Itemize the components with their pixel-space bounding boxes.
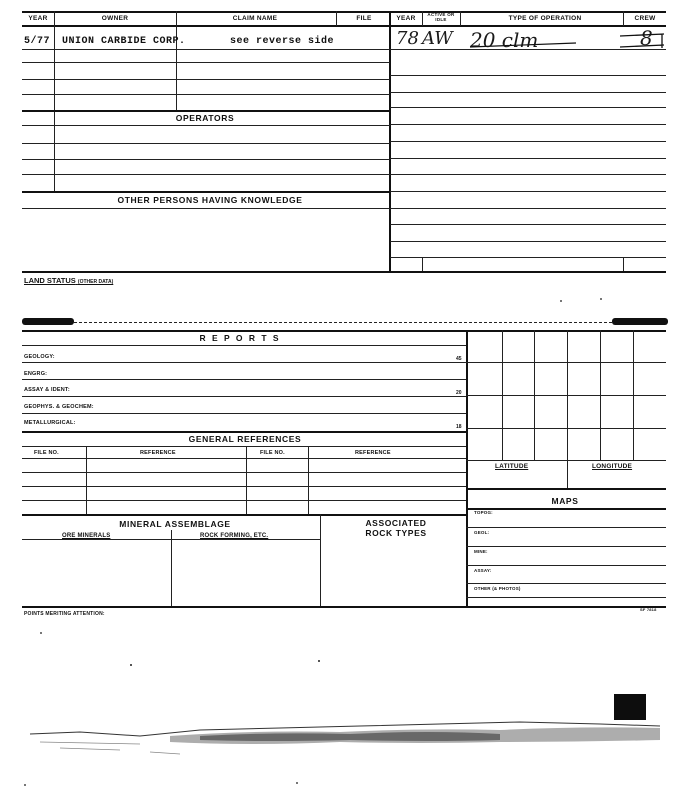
- operators-title: OPERATORS: [175, 113, 235, 123]
- report-label-engrg: ENGRG:: [24, 371, 48, 377]
- report-num-geology: 45: [456, 356, 462, 362]
- report-label-geology: GEOLOGY:: [24, 354, 55, 360]
- operation-year: 78: [396, 28, 419, 49]
- map-item-topog: TOPOG:: [474, 510, 493, 515]
- points-meriting-attention: POINTS MERITING ATTENTION:: [24, 611, 105, 617]
- header-active-idle: ACTIVE OR IDLE: [427, 12, 455, 22]
- redaction-bar-right: [612, 318, 668, 325]
- ref-col-file-1: FILE NO.: [34, 450, 59, 456]
- header-claim-name: CLAIM NAME: [232, 15, 278, 22]
- rock-forming-label: ROCK FORMING, ETC.: [200, 533, 269, 539]
- header-owner: OWNER: [101, 15, 129, 22]
- reports-title: R E P O R T S: [199, 333, 281, 343]
- operation-crew: 8: [640, 26, 653, 50]
- map-item-other: OTHER (& PHOTOS): [474, 586, 521, 591]
- header-type-of-operation: TYPE OF OPERATION: [508, 15, 582, 22]
- owner-year: 5/77: [24, 36, 51, 47]
- ref-col-reference-1: REFERENCE: [140, 450, 176, 456]
- ref-col-reference-2: REFERENCE: [355, 450, 391, 456]
- operation-type: 20 clm: [470, 28, 539, 52]
- rock-types-label: ROCK TYPES: [365, 528, 427, 538]
- report-num-metallurgical: 18: [456, 424, 462, 430]
- ref-col-file-2: FILE NO.: [260, 450, 285, 456]
- redaction-bar-left: [22, 318, 74, 325]
- ore-minerals-label: ORE MINERALS: [62, 533, 111, 539]
- scan-smear: [20, 712, 670, 762]
- land-status-title: LAND STATUS: [24, 276, 76, 285]
- other-persons-title: OTHER PERSONS HAVING KNOWLEDGE: [117, 195, 303, 205]
- form-number: SF 7818: [640, 607, 657, 612]
- header-file: FILE: [356, 15, 372, 22]
- map-item-mine: MINE:: [474, 549, 488, 554]
- maps-title: MAPS: [551, 496, 579, 506]
- report-label-assay: ASSAY & IDENT:: [24, 387, 70, 393]
- map-item-geol: GEOL:: [474, 530, 490, 535]
- claim-name: see reverse side: [230, 36, 335, 47]
- longitude-label: LONGITUDE: [592, 463, 633, 470]
- report-num-assay: 20: [456, 390, 462, 396]
- associated-label: ASSOCIATED: [365, 518, 427, 528]
- latitude-label: LATITUDE: [495, 463, 529, 470]
- header-year-2: YEAR: [396, 15, 416, 22]
- header-crew: CREW: [634, 15, 656, 22]
- crew-mark: [618, 32, 668, 50]
- operation-active-idle: AW: [422, 28, 453, 49]
- mineral-assemblage-title: MINERAL ASSEMBLAGE: [119, 519, 231, 529]
- owner-name: UNION CARBIDE CORP.: [62, 36, 186, 47]
- land-status-sub: (OTHER DATA): [77, 279, 114, 285]
- land-status-label: [24, 276, 113, 285]
- general-refs-title: GENERAL REFERENCES: [188, 434, 302, 444]
- header-year: YEAR: [28, 15, 48, 22]
- report-label-geophys: GEOPHYS. & GEOCHEM:: [24, 404, 94, 410]
- map-item-assay: ASSAY:: [474, 568, 492, 573]
- report-label-metallurgical: METALLURGICAL:: [24, 420, 76, 426]
